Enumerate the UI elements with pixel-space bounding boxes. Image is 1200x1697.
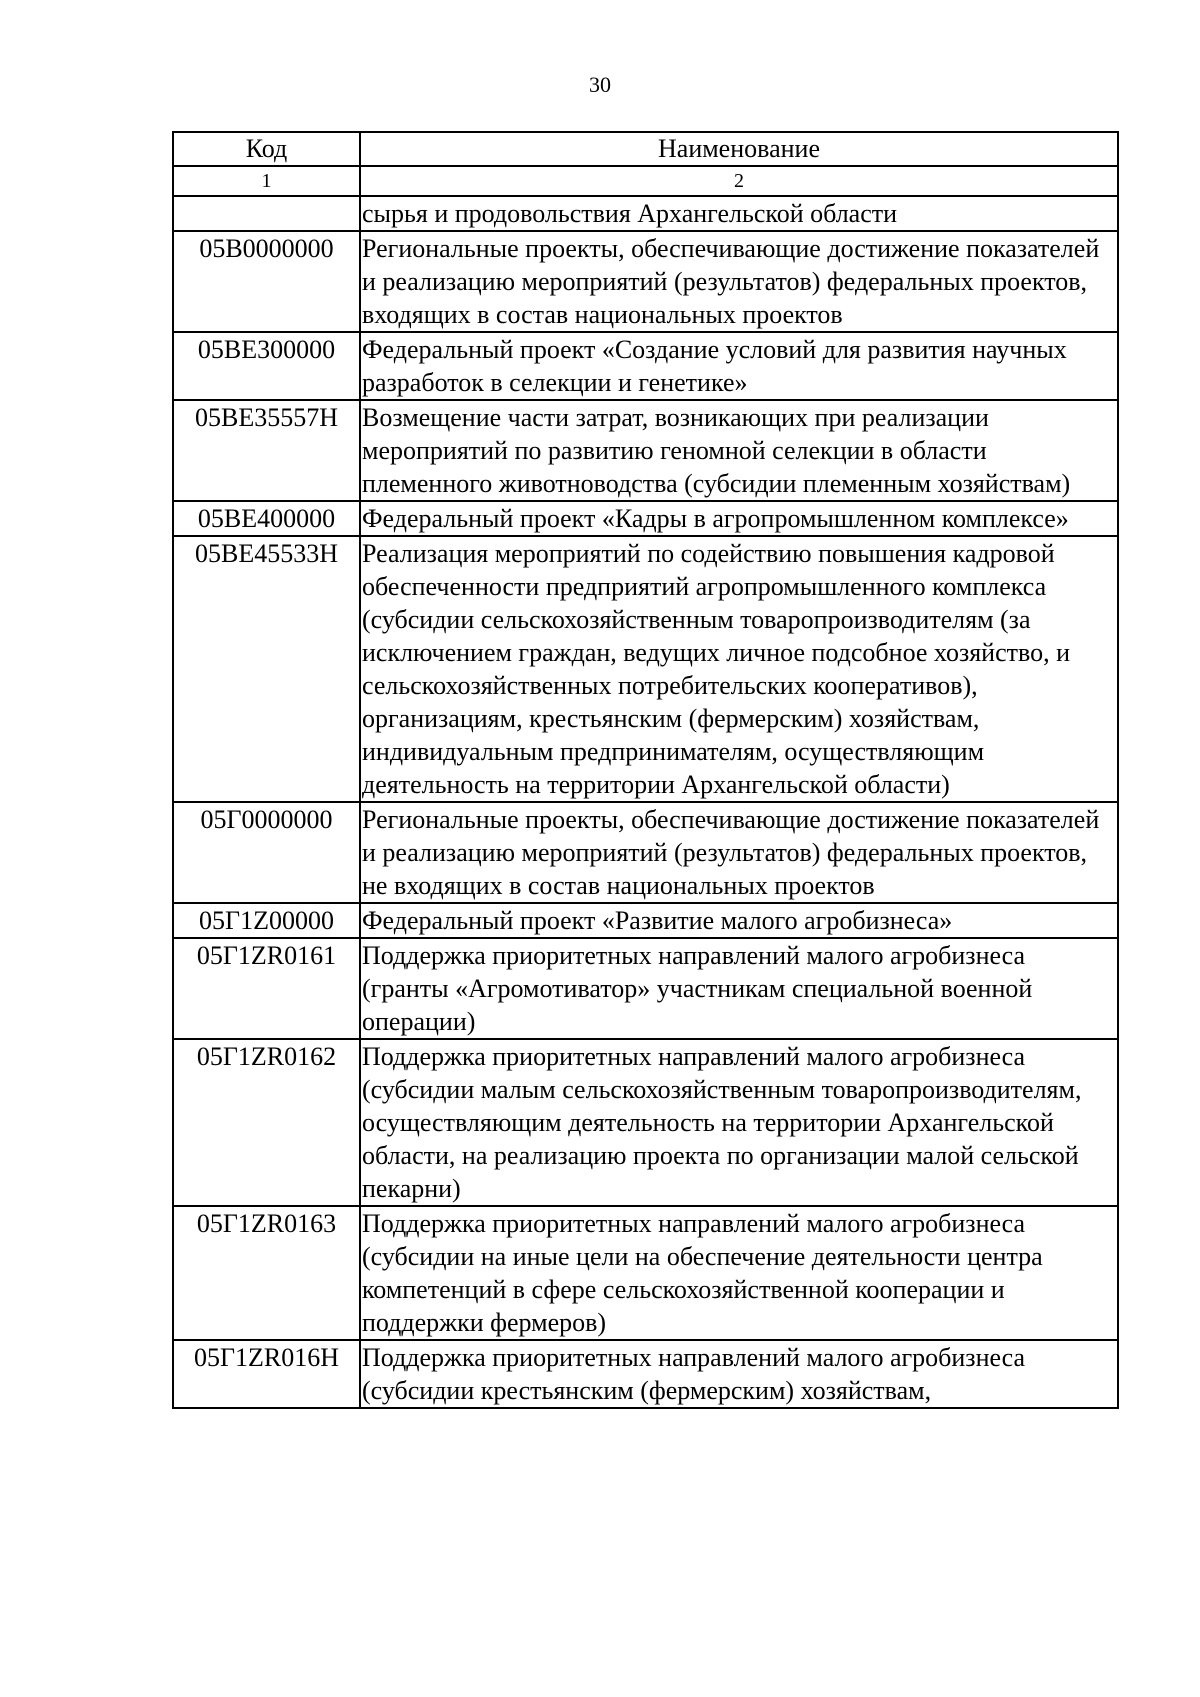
row-code: [173, 196, 360, 231]
table-row: [173, 1340, 1118, 1408]
row-name: Федеральный проект «Создание условий для развития научных разработок в селекции и генетике»: [360, 332, 1118, 400]
row-name: Поддержка приоритетных направлений малого агробизнеса (субсидии на иные цели на обеспечение деятельности центра компетенций в сфере сельскохозяйственной кооперации и поддержки фермеров): [360, 1206, 1118, 1340]
page-number: 30: [589, 72, 611, 97]
table-row: [173, 196, 1118, 231]
table-row: [173, 802, 1118, 903]
row-name: Поддержка приоритетных направлений малого агробизнеса (субсидии малым сельскохозяйственным товаропроизводителям, осуществляющим деятельность на территории Архангельской области, на реализацию проекта по организации малой сельской пекарни): [360, 1039, 1118, 1206]
row-name: Поддержка приоритетных направлений малого агробизнеса (субсидии крестьянским (фермерским) хозяйствам,: [360, 1340, 1118, 1408]
table-row: [173, 501, 1118, 536]
table-row: [173, 536, 1118, 802]
row-name: Федеральный проект «Кадры в агропромышленном комплексе»: [360, 501, 1118, 536]
row-code: 05Г1ZR0161: [173, 938, 360, 1039]
table-row: [173, 903, 1118, 938]
row-code: 05Г1ZR016Н: [173, 1340, 360, 1408]
table-row: [173, 1206, 1118, 1340]
row-code: 05В0000000: [173, 231, 360, 332]
column-header-code: Код: [173, 132, 360, 166]
row-code: 05Г1Z00000: [173, 903, 360, 938]
column-number-row: [173, 166, 1118, 196]
column-number-code: 1: [173, 166, 360, 196]
row-code: 05ВЕ300000: [173, 332, 360, 400]
row-name: Региональные проекты, обеспечивающие достижение показателей и реализацию мероприятий (результатов) федеральных проектов, входящих в состав национальных проектов: [360, 231, 1118, 332]
row-code: 05ВЕ35557Н: [173, 400, 360, 501]
row-name: Возмещение части затрат, возникающих при реализации мероприятий по развитию геномной селекции в области племенного животноводства (субсидии племенным хозяйствам): [360, 400, 1118, 501]
column-header-name: Наименование: [360, 132, 1118, 166]
row-name: Поддержка приоритетных направлений малого агробизнеса (гранты «Агромотиватор» участникам специальной военной операции): [360, 938, 1118, 1039]
row-code: 05Г1ZR0162: [173, 1039, 360, 1206]
row-code: 05ВЕ400000: [173, 501, 360, 536]
row-name: Федеральный проект «Развитие малого агробизнеса»: [360, 903, 1118, 938]
table-row: [173, 231, 1118, 332]
row-name: сырья и продовольствия Архангельской области: [360, 196, 1118, 231]
row-code: 05Г0000000: [173, 802, 360, 903]
table-row: [173, 1039, 1118, 1206]
table-row: [173, 332, 1118, 400]
row-code: 05Г1ZR0163: [173, 1206, 360, 1340]
row-code: 05ВЕ45533Н: [173, 536, 360, 802]
table-row: [173, 400, 1118, 501]
row-name: Реализация мероприятий по содействию повышения кадровой обеспеченности предприятий агропромышленного комплекса (субсидии сельскохозяйственным товаропроизводителям (за исключением граждан, ведущих личное подсобное хозяйство, и сельскохозяйственных потребительских кооперативов), организациям, крестьянским (фермерским) хозяйствам, индивидуальным предпринимателям, осуществляющим деятельность на территории Архангельской области): [360, 536, 1118, 802]
column-number-name: 2: [360, 166, 1118, 196]
row-name: Региональные проекты, обеспечивающие достижение показателей и реализацию мероприятий (результатов) федеральных проектов, не входящих в состав национальных проектов: [360, 802, 1118, 903]
table-header-row: [173, 132, 1118, 166]
budget-code-table: [172, 131, 1119, 1409]
table-row: [173, 938, 1118, 1039]
